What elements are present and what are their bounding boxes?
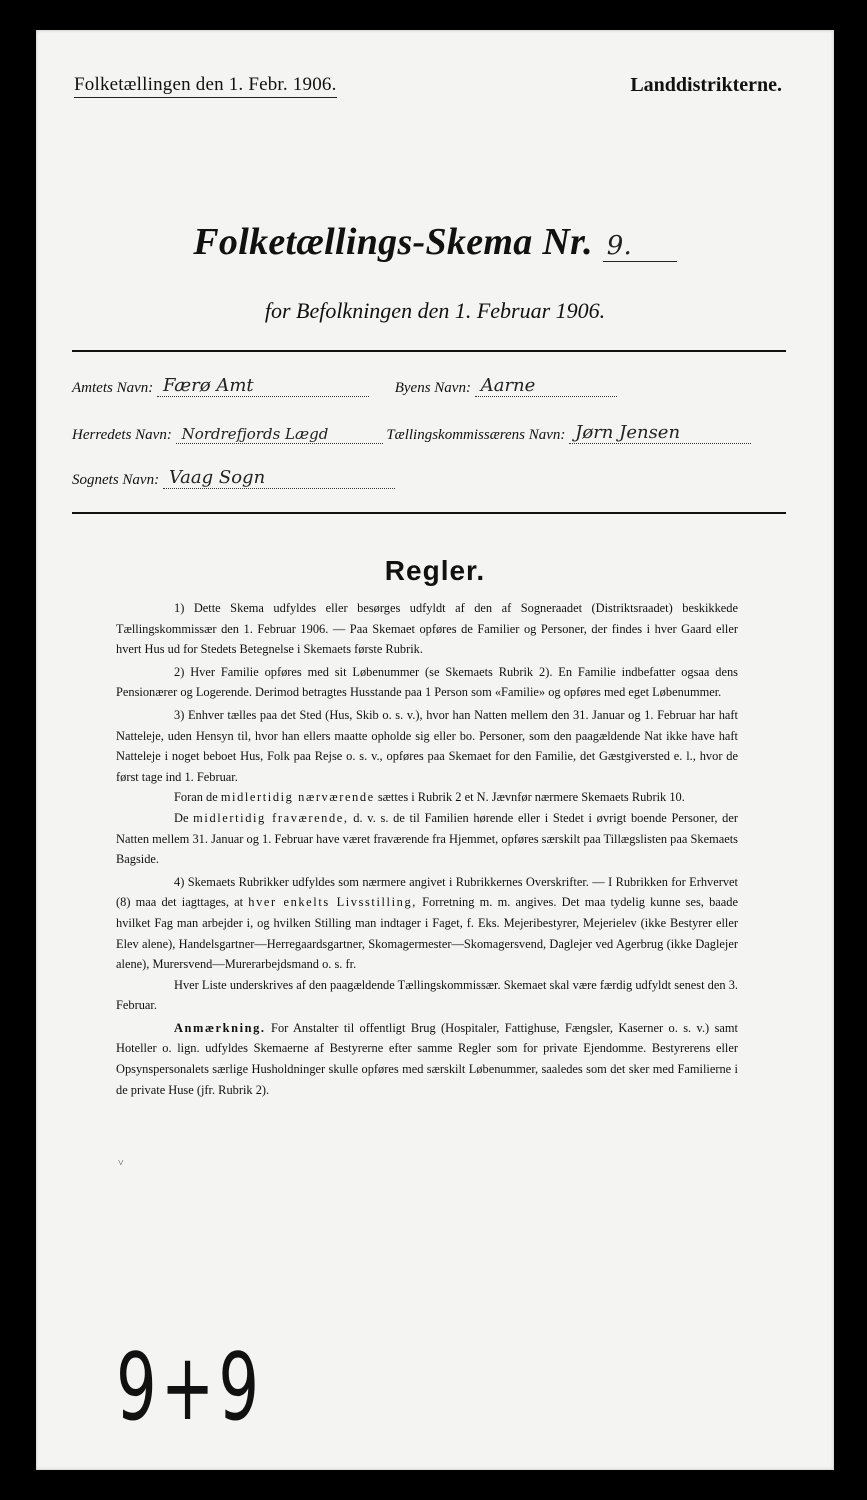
rules-heading: Regler.: [384, 555, 486, 586]
herred-value: Nordrefjords Lægd: [176, 425, 383, 444]
rule-3b-spaced: midlertidig nærværende: [220, 790, 375, 805]
rule-note: [116, 1018, 738, 1100]
kommissaer-label: Tællingskommissærens Navn:: [386, 427, 566, 443]
rule-1: 1) Dette Skema udfyldes eller besørges udfyldt af den af Sogneraadet (Distriktsraadet) beskikkede Tællingskommissær den 1. Februar 1906. — Paa Skemaet opføres de Familier og Personer, der findes i hver Gaard eller hvert Hus ud for Stedets Betegnelse i Skemaets første Rubrik.: [116, 601, 738, 657]
rule-3-temporary-present: [116, 787, 738, 808]
amt-label: Amtets Navn:: [72, 380, 154, 396]
note-label: Anmærkning.: [174, 1020, 266, 1035]
form-number: 9.: [603, 231, 677, 262]
field-row-amt-by: [72, 375, 786, 397]
rule-3b-pre: Foran de: [174, 790, 218, 805]
rule-3c-spaced: midlertidig fraværende,: [193, 810, 349, 825]
rule-4: [116, 872, 738, 975]
divider-bottom: [72, 512, 786, 514]
form-subtitle: for Befolkningen den 1. Februar 1906.: [264, 298, 606, 323]
census-date-header: Folketællingen den 1. Febr. 1906.: [74, 74, 337, 98]
amt-value: Færø Amt: [157, 375, 369, 397]
by-label: Byens Navn:: [394, 380, 471, 396]
rule-3b-post: sættes i Rubrik 2 et N. Jævnfør nærmere Skemaets Rubrik 10.: [377, 790, 685, 805]
note-text: For Anstalter til offentligt Brug (Hospitaler, Fattighuse, Fængsler, Kaserner o. s. v.) samt Hoteller o. lign. udfyldes Skemaerne af Bestyrerne efter samme Regler som for private Ejendomme. Bestyrerens eller Opsynspersonalets særlige Husholdninger skulle opføres med særskilt Løbenummer, saaledes som det sker med Familierne i de private Huse (jfr. Rubrik 2).: [116, 1020, 738, 1097]
rules-body: [116, 598, 738, 1100]
form-title-text: Folketællings-Skema Nr.: [193, 221, 593, 263]
rule-3: 3) Enhver tælles paa det Sted (Hus, Skib o. s. v.), hvor han Natten mellem den 31. Januar og 1. Februar har haft Natteleje, uden Hensyn til, hvor han ellers maatte opholde sig eller bo. Personer, som den paagældende Nat ikke have haft Natteleje i noget beboet Hus, Folk paa Rejse o. s. v., opføres paa Skemaet for den Familie, det Gæstgiversted e. l., hvor de først tage ind 1. Februar.: [116, 707, 738, 784]
handwritten-note: 9+9: [116, 1335, 264, 1443]
by-value: Aarne: [475, 375, 617, 397]
field-row-sogn: [72, 467, 786, 489]
divider-top: [72, 350, 786, 352]
census-form-page: [36, 30, 834, 1470]
rule-4-post: Forretning m. m. angives. Det maa tydelig kunne ses, baade hvilket Fag man arbejder i, og hvilken Stilling man indtager i Faget, f. Eks. Mejeribestyrer, Mejerielev (ikke Bestyrer eller Elev alene), Handelsgartner—Herregaardsgartner, Skomagermester—Skomagersvend, Daglejer ved Agerbrug (ikke Daglejer alene), Murersvend—Murerarbejdsmand o. s. fr.: [116, 895, 738, 972]
sogn-value: Vaag Sogn: [163, 467, 395, 489]
rule-3-temporary-absent: [116, 808, 738, 870]
stray-mark: ˅: [118, 1158, 124, 1169]
sogn-label: Sognets Navn:: [72, 472, 160, 488]
rule-4-spaced: hver enkelts Livsstilling,: [248, 895, 417, 910]
rule-3c-post: d. v. s. de til Familien hørende eller i Stedet i øvrigt boende Personer, der Natten mellem 31. Januar og 1. Februar have været fraværende fra Hjemmet, opføres særskilt paa Tillægslisten paa Skemaets Bagside.: [116, 810, 738, 867]
rule-3c-pre: De: [174, 810, 189, 825]
rule-4-pre: 4) Skemaets Rubrikker udfyldes som nærmere angivet i Rubrikkernes Overskrifter. — I Rubrikken for Erhvervet (8) maa det iagttages, at: [116, 874, 738, 910]
district-type-header: Landdistrikterne.: [630, 74, 782, 96]
rule-2: 2) Hver Familie opføres med sit Løbenummer (se Skemaets Rubrik 2). En Familie indbefatter ogsaa dens Pensionærer og Logerende. Derimod betragtes Husstande paa 1 Person som «Familie» og opføres med eget Løbenummer.: [116, 664, 738, 700]
field-row-herred-kommissaer: [72, 422, 786, 444]
rule-4-signature: Hver Liste underskrives af den paagældende Tællingskommissær. Skemaet skal være færdig udfyldt senest den 3. Februar.: [116, 977, 738, 1013]
herred-label: Herredets Navn:: [72, 427, 172, 443]
kommissaer-value: Jørn Jensen: [569, 422, 751, 444]
form-title: [36, 220, 834, 264]
